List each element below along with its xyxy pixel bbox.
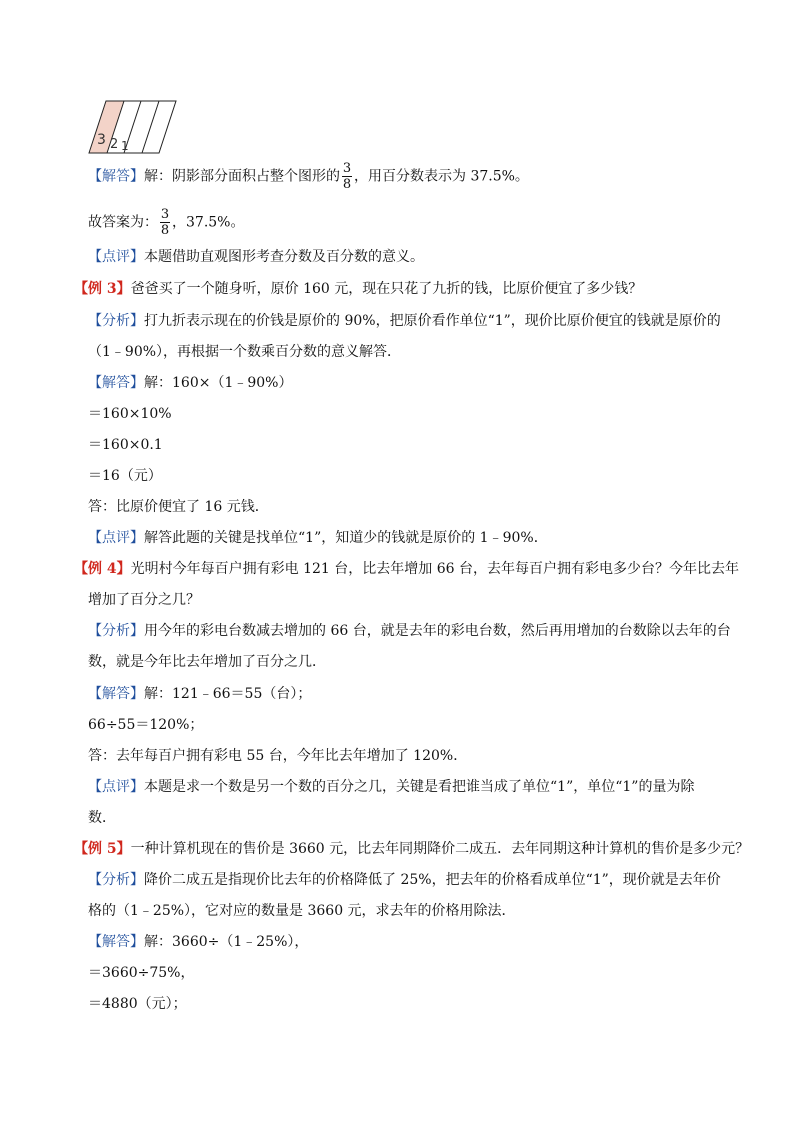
- example-3-question: 【例 3】爸爸买了一个随身听，原价 160 元，现在只花了九折的钱，比原价便宜了多少钱？: [74, 281, 643, 297]
- example-tag: 【例 5】: [74, 841, 131, 857]
- example-tag: 【例 3】: [74, 281, 131, 297]
- comment-tag: 【点评】: [88, 530, 144, 546]
- analysis-line: 【分析】用今年的彩电台数减去增加的 66 台，就是去年的彩电台数，然后再用增加的台数除以去年的台: [88, 623, 731, 639]
- answer-tag: 【解答】: [88, 168, 144, 185]
- comment-line: 【点评】本题是求一个数是另一个数的百分之几，关键是看把谁当成了单位“1”，单位“1”的量为除: [88, 779, 695, 795]
- analysis-line: 数，就是今年比去年增加了百分之几．: [88, 654, 326, 670]
- answer-tag: 【解答】: [88, 686, 144, 702]
- reply-line: 答：比原价便宜了 16 元钱．: [88, 499, 269, 515]
- answer-tag: 【解答】: [88, 375, 144, 391]
- shaded-strip: [89, 101, 124, 153]
- calc-step: ＝160×10%: [88, 406, 172, 422]
- example-tag: 【例 4】: [74, 561, 131, 577]
- analysis-line: 【分析】降价二成五是指现价比去年的价格降低了 25%，把去年的价格看成单位“1”，现价就是去年价: [88, 872, 721, 888]
- comment-tag: 【点评】: [88, 779, 144, 795]
- divider-line: [142, 101, 159, 153]
- fraction: $\frac{3}{8}$: [342, 161, 352, 192]
- result-line: 故答案为： $\frac{3}{8}$ ，37.5%。: [88, 207, 245, 238]
- example-4-question: 【例 4】光明村今年每百户拥有彩电 121 台，比去年增加 66 台，去年每百户拥有彩电多少台？今年比去年: [74, 561, 739, 577]
- parallelogram-figure: [88, 98, 178, 154]
- comment-line: 数．: [88, 810, 116, 826]
- reply-line: 答：去年每百户拥有彩电 55 台，今年比去年增加了 120%．: [88, 748, 468, 764]
- answer-tag: 【解答】: [88, 934, 144, 950]
- answer-line: 【解答】解：160×（1﹣90%）: [88, 375, 293, 391]
- analysis-line: （1﹣90%），再根据一个数乘百分数的意义解答．: [88, 344, 402, 360]
- comment-line: 【点评】解答此题的关键是找单位“1”，知道少的钱就是原价的 1﹣90%．: [88, 530, 548, 546]
- calc-step: ＝16（元）: [88, 468, 162, 484]
- comment-line: 【点评】本题借助直观图形考查分数及百分数的意义。: [88, 249, 424, 265]
- analysis-tag: 【分析】: [88, 623, 144, 639]
- analysis-tag: 【分析】: [88, 313, 144, 329]
- figure-label-3: 3: [97, 132, 106, 148]
- figure-label-2: 2: [110, 137, 119, 152]
- analysis-line: 【分析】打九折表示现在的价钱是原价的 90%，把原价看作单位“1”，现价比原价便宜的钱就是原价的: [88, 313, 721, 329]
- answer-line: 【解答】解：121﹣66＝55（台）；: [88, 686, 312, 702]
- answer-line: 【解答】解：阴影部分面积占整个图形的 $\frac{3}{8}$ ，用百分数表示为 37.5%。: [88, 161, 529, 192]
- calc-step: ＝4880（元）；: [88, 996, 187, 1012]
- question-line: 增加了百分之几？: [88, 592, 200, 608]
- calc-step: ＝3660÷75%，: [88, 965, 195, 981]
- example-5-question: 【例 5】一种计算机现在的售价是 3660 元，比去年同期降价二成五．去年同期这种计算机的售价是多少元？: [74, 841, 750, 857]
- fraction: $\frac{3}{8}$: [160, 207, 170, 238]
- calc-step: ＝160×0.1: [88, 437, 163, 453]
- figure-label-1: 1: [121, 139, 129, 153]
- analysis-line: 格的（1﹣25%），它对应的数量是 3660 元，求去年的价格用除法．: [88, 903, 516, 919]
- answer-line: 【解答】解：3660÷（1﹣25%），: [88, 934, 309, 950]
- comment-tag: 【点评】: [88, 249, 144, 265]
- analysis-tag: 【分析】: [88, 872, 144, 888]
- calc-step: 66÷55＝120%；: [88, 717, 204, 733]
